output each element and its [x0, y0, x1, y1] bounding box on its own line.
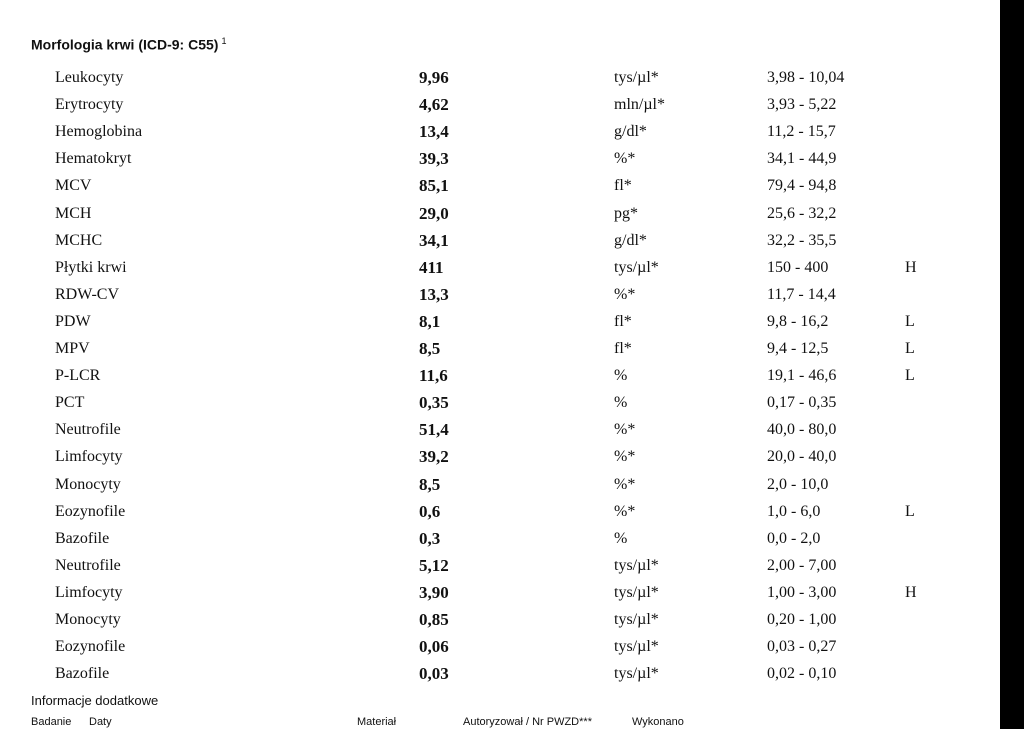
result-name: Limfocyty [55, 583, 123, 601]
result-value: 0,35 [419, 393, 449, 413]
result-name: MCH [55, 204, 92, 222]
result-value: 8,1 [419, 311, 441, 331]
result-name: Erytrocyty [55, 96, 124, 114]
result-flag: H [905, 583, 917, 601]
result-name: Eozynofile [55, 638, 126, 656]
result-name: Płytki krwi [55, 258, 127, 276]
result-unit: fl* [614, 340, 632, 357]
section-title [31, 36, 226, 53]
result-unit: tys/µl* [614, 258, 659, 276]
result-unit: tys/µl* [614, 583, 659, 601]
result-name: MPV [55, 340, 90, 357]
result-range: 79,4 - 94,8 [767, 177, 837, 195]
result-value: 5,12 [419, 555, 449, 575]
result-name: Bazofile [55, 665, 110, 683]
result-value: 0,85 [419, 610, 449, 629]
result-value: 0,6 [419, 501, 441, 521]
result-name: P-LCR [55, 367, 101, 385]
result-row [0, 281, 1000, 308]
result-unit: % [614, 367, 628, 385]
result-value: 39,2 [419, 447, 449, 467]
result-range: 3,98 - 10,04 [767, 69, 845, 86]
result-range: 0,03 - 0,27 [767, 638, 837, 656]
result-value: 4,62 [419, 95, 449, 115]
result-value: 34,1 [419, 230, 449, 250]
result-range: 150 - 400 [767, 258, 829, 276]
result-name: Hemoglobina [55, 123, 143, 141]
result-unit: %* [614, 285, 636, 303]
result-name: MCV [55, 177, 92, 195]
result-value: 11,6 [419, 366, 448, 386]
result-name: Limfocyty [55, 448, 123, 466]
result-value: 3,90 [419, 582, 449, 602]
result-unit: fl* [614, 312, 632, 330]
result-unit: tys/µl* [614, 69, 659, 86]
result-value: 0,03 [419, 664, 449, 684]
result-row [0, 416, 1000, 443]
result-value: 13,3 [419, 284, 449, 304]
result-range: 32,2 - 35,5 [767, 231, 837, 249]
result-row [0, 308, 1000, 335]
result-name: Monocyty [55, 611, 121, 628]
result-range: 34,1 - 44,9 [767, 150, 837, 168]
result-range: 20,0 - 40,0 [767, 448, 837, 466]
result-unit: tys/µl* [614, 611, 659, 628]
result-row [0, 335, 1000, 362]
result-range: 0,20 - 1,00 [767, 611, 837, 628]
result-range: 19,1 - 46,6 [767, 367, 837, 385]
result-row [0, 145, 1000, 172]
result-flag: H [905, 258, 917, 276]
result-unit: %* [614, 502, 636, 520]
result-row [0, 552, 1000, 579]
result-range: 1,0 - 6,0 [767, 502, 821, 520]
result-row [0, 389, 1000, 416]
result-flag: L [905, 340, 915, 357]
result-unit: pg* [614, 204, 638, 222]
footer-col-badanie: Badanie [31, 716, 72, 728]
result-row [0, 200, 1000, 227]
result-range: 9,8 - 16,2 [767, 312, 829, 330]
result-name: MCHC [55, 231, 103, 249]
result-range: 0,0 - 2,0 [767, 529, 821, 547]
result-unit: %* [614, 475, 636, 493]
result-name: RDW-CV [55, 285, 119, 303]
result-name: Monocyty [55, 475, 121, 493]
section-footnote: 1 [221, 36, 227, 46]
result-row [0, 118, 1000, 145]
result-flag: L [905, 502, 915, 520]
footer-col-autoryzowal: Autoryzował / Nr PWZD*** [463, 716, 592, 728]
result-range: 25,6 - 32,2 [767, 204, 837, 222]
result-value: 9,96 [419, 68, 449, 87]
section-title-text: Morfologia krwi (ICD-9: C55) [31, 36, 219, 53]
result-range: 2,00 - 7,00 [767, 556, 837, 574]
result-range: 40,0 - 80,0 [767, 421, 837, 439]
result-range: 1,00 - 3,00 [767, 583, 837, 601]
result-unit: % [614, 394, 628, 412]
result-value: 51,4 [419, 420, 449, 440]
result-value: 13,4 [419, 122, 449, 142]
result-name: Hematokryt [55, 150, 132, 168]
result-unit: fl* [614, 177, 632, 195]
result-row [0, 227, 1000, 254]
footer-col-wykonano: Wykonano [632, 716, 684, 728]
result-range: 11,2 - 15,7 [767, 123, 836, 141]
result-row [0, 471, 1000, 498]
result-row [0, 91, 1000, 118]
result-row [0, 606, 1000, 633]
result-value: 8,5 [419, 339, 441, 358]
result-row [0, 525, 1000, 552]
result-value: 39,3 [419, 149, 449, 169]
result-row [0, 254, 1000, 281]
result-value: 411 [419, 257, 444, 277]
result-name: Eozynofile [55, 502, 126, 520]
result-name: PCT [55, 394, 85, 412]
footer-col-daty: Daty [89, 716, 112, 728]
result-row [0, 498, 1000, 525]
result-unit: tys/µl* [614, 556, 659, 574]
result-unit: tys/µl* [614, 638, 659, 656]
result-unit: tys/µl* [614, 665, 659, 683]
result-unit: %* [614, 421, 636, 439]
result-value: 0,3 [419, 528, 441, 548]
result-unit: % [614, 529, 628, 547]
footer-col-material: Materiał [357, 716, 397, 728]
result-value: 85,1 [419, 176, 449, 196]
result-name: Neutrofile [55, 421, 121, 439]
result-value: 8,5 [419, 474, 441, 494]
info-title: Informacje dodatkowe [31, 693, 159, 708]
result-flag: L [905, 312, 915, 330]
result-row [0, 362, 1000, 389]
result-value: 0,06 [419, 637, 449, 657]
result-range: 0,02 - 0,10 [767, 665, 837, 683]
result-unit: mln/µl* [614, 96, 665, 114]
result-row [0, 172, 1000, 199]
result-row [0, 633, 1000, 660]
result-name: Leukocyty [55, 69, 124, 86]
result-row [0, 64, 1000, 91]
result-value: 29,0 [419, 203, 449, 223]
result-row [0, 579, 1000, 606]
result-unit: g/dl* [614, 231, 647, 249]
result-unit: g/dl* [614, 123, 647, 141]
result-unit: %* [614, 448, 636, 466]
result-unit: %* [614, 150, 636, 168]
result-range: 9,4 - 12,5 [767, 340, 829, 357]
viewer-edge [1000, 0, 1024, 729]
result-range: 2,0 - 10,0 [767, 475, 829, 493]
result-flag: L [905, 367, 915, 385]
result-row [0, 660, 1000, 687]
result-range: 3,93 - 5,22 [767, 96, 837, 114]
result-name: Bazofile [55, 529, 110, 547]
result-name: Neutrofile [55, 556, 121, 574]
result-range: 0,17 - 0,35 [767, 394, 837, 412]
result-row [0, 443, 1000, 470]
result-range: 11,7 - 14,4 [767, 285, 836, 303]
result-name: PDW [55, 312, 91, 330]
